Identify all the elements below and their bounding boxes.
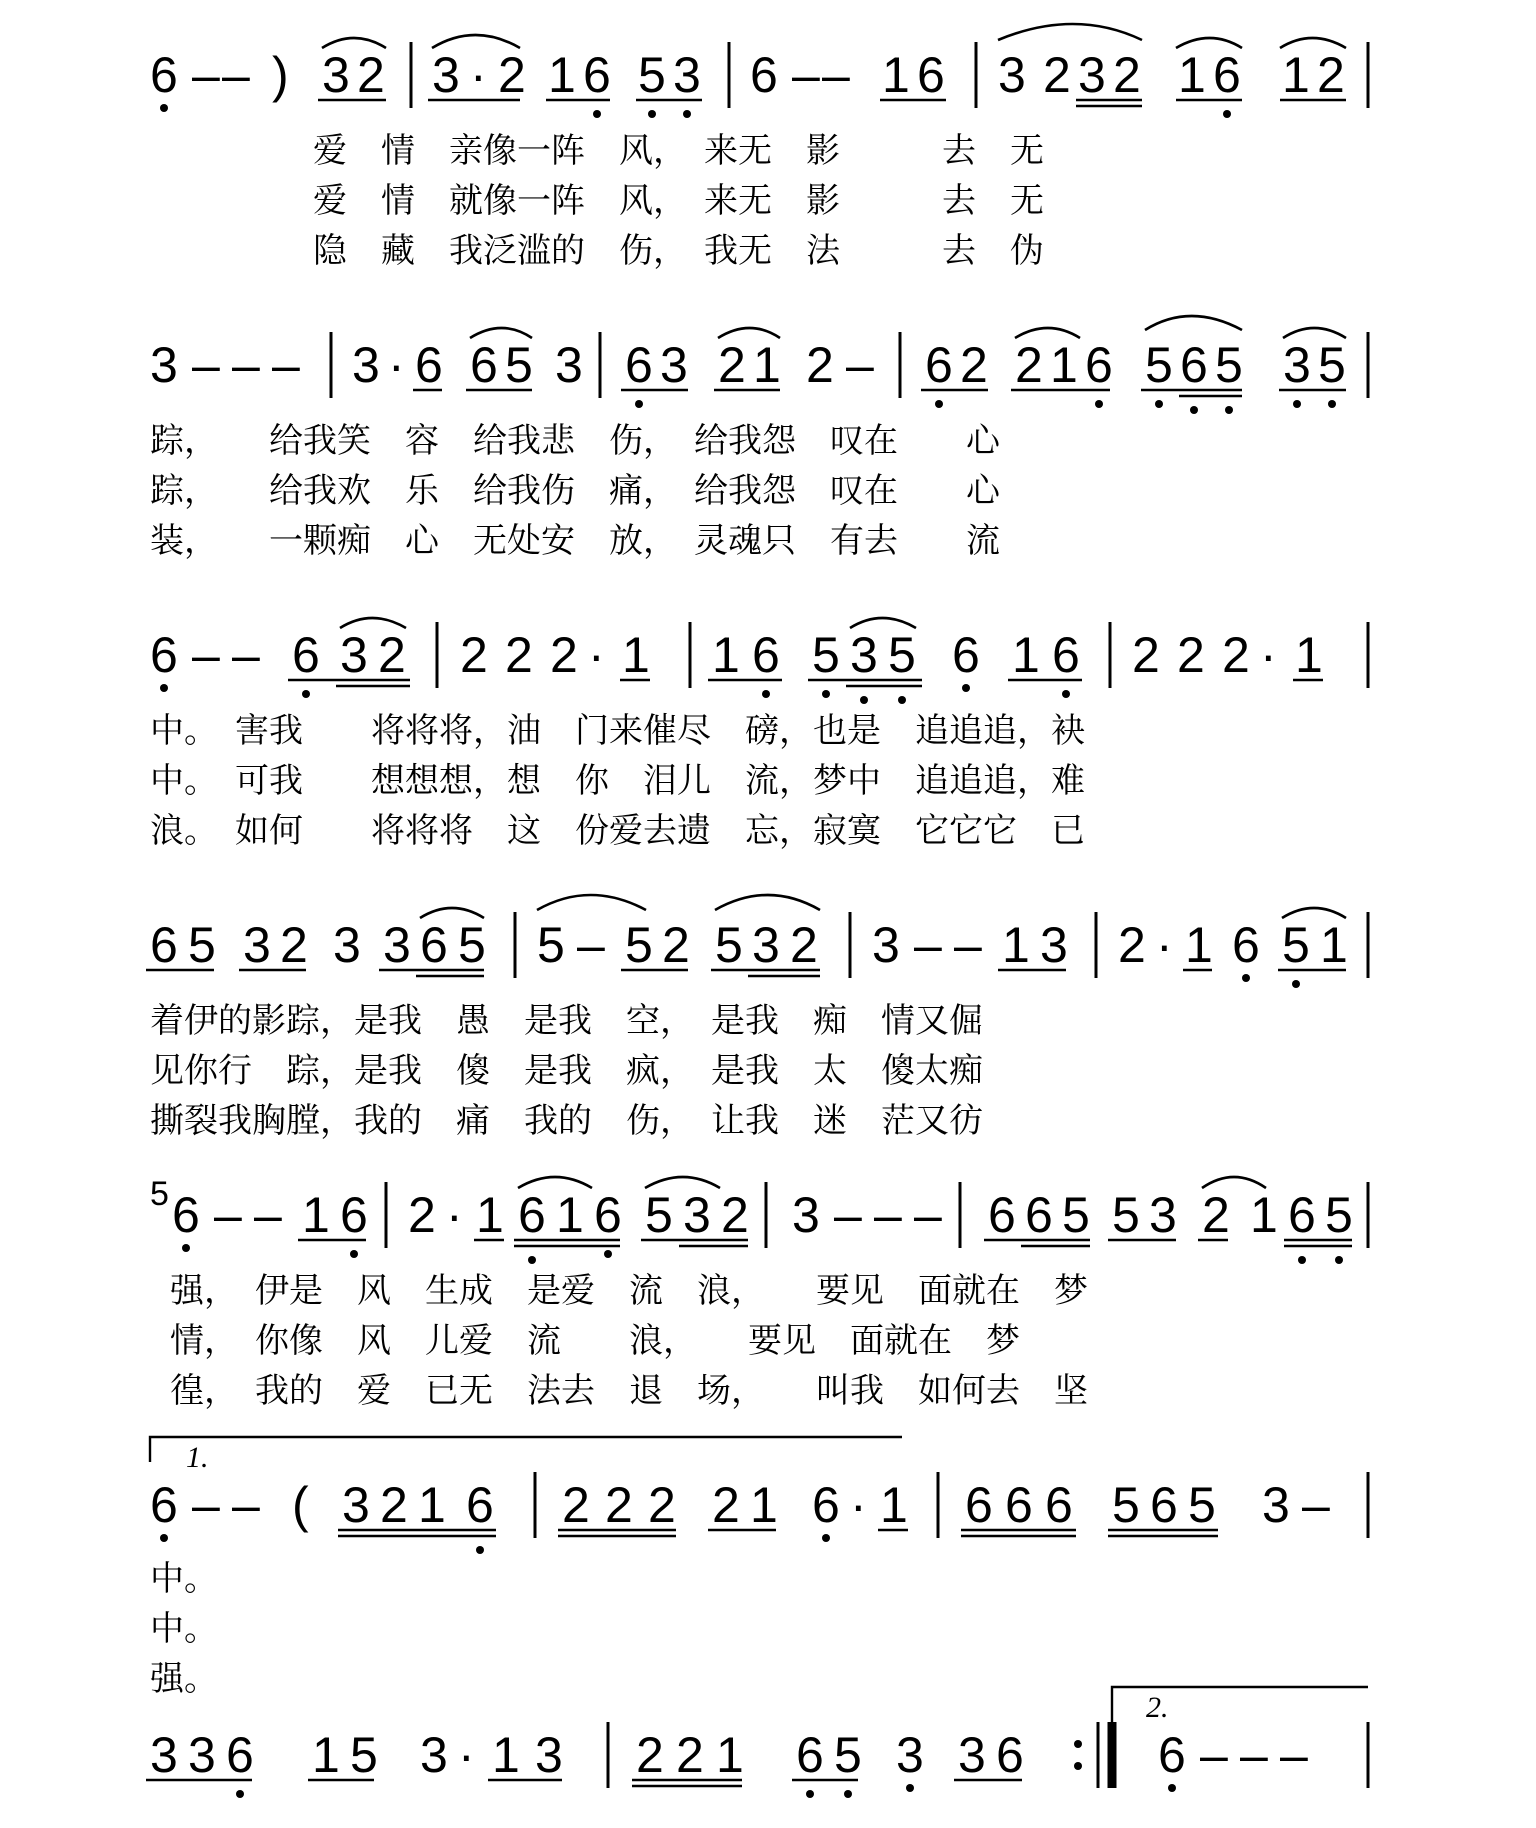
lyric-line: 徨， 我的 爱 已无 法去 退 场， 叫我 如何去 坚 bbox=[170, 1371, 1088, 1411]
lyric-line: 隐 藏 我泛滥的 伤， 我无 法 去 伪 bbox=[313, 231, 1044, 271]
svg-text:6: 6 bbox=[988, 1187, 1016, 1243]
svg-text:3: 3 bbox=[340, 627, 368, 683]
svg-text:6: 6 bbox=[952, 627, 980, 683]
lyric-line: 中。 bbox=[150, 1609, 218, 1649]
svg-text:6: 6 bbox=[1158, 1727, 1186, 1783]
svg-text:5: 5 bbox=[638, 47, 666, 103]
svg-text:6: 6 bbox=[1025, 1187, 1053, 1243]
svg-text:·: · bbox=[850, 1477, 867, 1533]
svg-text:–: – bbox=[232, 1477, 260, 1533]
svg-text:6: 6 bbox=[466, 1477, 494, 1533]
svg-text:3: 3 bbox=[150, 337, 178, 393]
svg-text:2: 2 bbox=[1132, 627, 1160, 683]
svg-text:6: 6 bbox=[470, 337, 498, 393]
svg-text:(: ( bbox=[292, 1477, 309, 1533]
svg-text:1: 1 bbox=[622, 627, 650, 683]
svg-text:6: 6 bbox=[1180, 337, 1208, 393]
svg-text:5: 5 bbox=[645, 1187, 673, 1243]
svg-text:5: 5 bbox=[537, 917, 565, 973]
svg-text:5: 5 bbox=[834, 1727, 862, 1783]
lyric-line: 爱 情 亲像一阵 风， 来无 影 去 无 bbox=[313, 131, 1044, 171]
svg-text:–: – bbox=[232, 337, 260, 393]
svg-text:3: 3 bbox=[342, 1477, 370, 1533]
lyric-line: 强。 bbox=[150, 1659, 218, 1699]
volta-1-label: 1. bbox=[186, 1441, 209, 1474]
svg-text:–: – bbox=[192, 1477, 220, 1533]
lyric-line: 着伊的影踪，是我 愚 是我 空， 是我 痴 情又倔 bbox=[150, 1001, 983, 1041]
svg-text:3: 3 bbox=[383, 917, 411, 973]
svg-text:6: 6 bbox=[226, 1727, 254, 1783]
svg-text:2: 2 bbox=[380, 1477, 408, 1533]
svg-text:2: 2 bbox=[1043, 47, 1071, 103]
svg-text:1: 1 bbox=[882, 47, 910, 103]
svg-text:6: 6 bbox=[1213, 47, 1241, 103]
svg-text:1: 1 bbox=[312, 1727, 340, 1783]
lyric-line: 撕裂我胸膛，我的 痛 我的 伤， 让我 迷 茫又彷 bbox=[150, 1101, 983, 1141]
svg-text:3: 3 bbox=[1078, 47, 1106, 103]
svg-text:3: 3 bbox=[683, 1187, 711, 1243]
svg-text:2: 2 bbox=[806, 337, 834, 393]
svg-text:1: 1 bbox=[1012, 627, 1040, 683]
svg-text:2: 2 bbox=[718, 337, 746, 393]
svg-text:–: – bbox=[272, 337, 300, 393]
svg-text:3: 3 bbox=[660, 337, 688, 393]
svg-text:6: 6 bbox=[292, 627, 320, 683]
svg-text:1: 1 bbox=[716, 1727, 744, 1783]
svg-text:6: 6 bbox=[1232, 917, 1260, 973]
svg-text:3: 3 bbox=[322, 47, 350, 103]
svg-text:5: 5 bbox=[188, 917, 216, 973]
svg-text:–: – bbox=[792, 47, 820, 103]
svg-text:6: 6 bbox=[150, 627, 178, 683]
svg-text:–: – bbox=[222, 47, 250, 103]
svg-text:–: – bbox=[846, 337, 874, 393]
svg-text:1: 1 bbox=[1002, 917, 1030, 973]
svg-text:1: 1 bbox=[302, 1187, 330, 1243]
svg-text:6: 6 bbox=[172, 1187, 200, 1243]
svg-text:·: · bbox=[388, 337, 405, 393]
svg-text:2: 2 bbox=[505, 627, 533, 683]
lyric-line: 中。 害我 将将将，油 门来催尽 磅，也是 追追追，袂 bbox=[150, 711, 1085, 751]
svg-text:3: 3 bbox=[1262, 1477, 1290, 1533]
svg-text:5: 5 bbox=[1062, 1187, 1090, 1243]
svg-text:5: 5 bbox=[1325, 1187, 1353, 1243]
svg-text:–: – bbox=[1240, 1727, 1268, 1783]
svg-text:–: – bbox=[577, 917, 605, 973]
svg-text:3: 3 bbox=[850, 627, 878, 683]
svg-text:3: 3 bbox=[752, 917, 780, 973]
svg-text:6: 6 bbox=[965, 1477, 993, 1533]
svg-text:6: 6 bbox=[150, 1477, 178, 1533]
svg-text:5: 5 bbox=[812, 627, 840, 683]
svg-text:5: 5 bbox=[1145, 337, 1173, 393]
svg-text:2: 2 bbox=[662, 917, 690, 973]
svg-text:3: 3 bbox=[1149, 1187, 1177, 1243]
svg-text:3: 3 bbox=[1040, 917, 1068, 973]
svg-text:·: · bbox=[1156, 917, 1173, 973]
svg-text:6: 6 bbox=[583, 47, 611, 103]
svg-text:5: 5 bbox=[350, 1727, 378, 1783]
svg-text:6: 6 bbox=[996, 1727, 1024, 1783]
svg-text:3: 3 bbox=[896, 1727, 924, 1783]
svg-text:1: 1 bbox=[1320, 917, 1348, 973]
svg-text:5: 5 bbox=[1112, 1477, 1140, 1533]
lyric-line: 踪， 给我笑 容 给我悲 伤， 给我怨 叹在 心 bbox=[150, 421, 1000, 461]
svg-text:3: 3 bbox=[673, 47, 701, 103]
svg-text:6: 6 bbox=[752, 627, 780, 683]
svg-text:6: 6 bbox=[917, 47, 945, 103]
svg-text:3: 3 bbox=[432, 47, 460, 103]
svg-text:6: 6 bbox=[518, 1187, 546, 1243]
svg-text:2: 2 bbox=[408, 1187, 436, 1243]
svg-text:1: 1 bbox=[1178, 47, 1206, 103]
svg-text:3: 3 bbox=[150, 1727, 178, 1783]
svg-text:1: 1 bbox=[1050, 337, 1078, 393]
svg-text:3: 3 bbox=[1283, 337, 1311, 393]
svg-text:–: – bbox=[914, 1187, 942, 1243]
lyric-line: 见你行 踪，是我 傻 是我 疯， 是我 太 傻太痴 bbox=[150, 1051, 983, 1091]
svg-text:2: 2 bbox=[498, 47, 526, 103]
svg-text:3: 3 bbox=[555, 337, 583, 393]
svg-text:6: 6 bbox=[1085, 337, 1113, 393]
svg-text:–: – bbox=[192, 47, 220, 103]
svg-text:1: 1 bbox=[753, 337, 781, 393]
svg-text:6: 6 bbox=[796, 1727, 824, 1783]
svg-text:1: 1 bbox=[750, 1477, 778, 1533]
svg-text:–: – bbox=[822, 47, 850, 103]
svg-text:1: 1 bbox=[712, 627, 740, 683]
svg-text:2: 2 bbox=[648, 1477, 676, 1533]
svg-text:3: 3 bbox=[792, 1187, 820, 1243]
svg-text:·: · bbox=[588, 627, 605, 683]
svg-text:–: – bbox=[192, 627, 220, 683]
svg-text:5: 5 bbox=[625, 917, 653, 973]
svg-text:2: 2 bbox=[790, 917, 818, 973]
svg-text:1: 1 bbox=[492, 1727, 520, 1783]
svg-text:6: 6 bbox=[340, 1187, 368, 1243]
svg-text:–: – bbox=[1280, 1727, 1308, 1783]
svg-text:6: 6 bbox=[625, 337, 653, 393]
svg-text:–: – bbox=[214, 1187, 242, 1243]
svg-text:5: 5 bbox=[1215, 337, 1243, 393]
svg-text:2: 2 bbox=[1202, 1187, 1230, 1243]
svg-text:1: 1 bbox=[476, 1187, 504, 1243]
lyric-line: 情， 你像 风 儿爱 流 浪， 要见 面就在 梦 bbox=[170, 1321, 1020, 1361]
lyric-line: 踪， 给我欢 乐 给我伤 痛， 给我怨 叹在 心 bbox=[150, 471, 1000, 511]
svg-text:3: 3 bbox=[958, 1727, 986, 1783]
svg-text:3: 3 bbox=[998, 47, 1026, 103]
svg-text:–: – bbox=[874, 1187, 902, 1243]
svg-text:6: 6 bbox=[150, 917, 178, 973]
svg-text:3: 3 bbox=[352, 337, 380, 393]
lyric-line: 强， 伊是 风 生成 是爱 流 浪， 要见 面就在 梦 bbox=[170, 1271, 1088, 1311]
svg-text:·: · bbox=[446, 1187, 463, 1243]
svg-text:): ) bbox=[272, 47, 289, 103]
svg-text:2: 2 bbox=[1177, 627, 1205, 683]
svg-text:6: 6 bbox=[415, 337, 443, 393]
svg-text:2: 2 bbox=[357, 47, 385, 103]
svg-text:1: 1 bbox=[418, 1477, 446, 1533]
svg-text:1: 1 bbox=[1185, 917, 1213, 973]
svg-text:–: – bbox=[834, 1187, 862, 1243]
svg-text:–: – bbox=[1302, 1477, 1330, 1533]
svg-text:3: 3 bbox=[872, 917, 900, 973]
svg-text:5: 5 bbox=[715, 917, 743, 973]
volta-2-label: 2. bbox=[1146, 1691, 1169, 1724]
svg-text:2: 2 bbox=[1118, 917, 1146, 973]
svg-text:·: · bbox=[470, 47, 487, 103]
svg-text:2: 2 bbox=[605, 1477, 633, 1533]
svg-text:3: 3 bbox=[420, 1727, 448, 1783]
svg-text:1: 1 bbox=[1282, 47, 1310, 103]
svg-text:6: 6 bbox=[420, 917, 448, 973]
svg-text:2: 2 bbox=[1317, 47, 1345, 103]
svg-text:1: 1 bbox=[880, 1477, 908, 1533]
svg-text:6: 6 bbox=[1005, 1477, 1033, 1533]
svg-text:6: 6 bbox=[1045, 1477, 1073, 1533]
svg-text:5: 5 bbox=[888, 627, 916, 683]
svg-text:2: 2 bbox=[636, 1727, 664, 1783]
svg-text:6: 6 bbox=[750, 47, 778, 103]
svg-text:2: 2 bbox=[1015, 337, 1043, 393]
grace-note-five: 5 bbox=[150, 1175, 169, 1213]
svg-text:6: 6 bbox=[1288, 1187, 1316, 1243]
lyric-line: 装， 一颗痴 心 无处安 放， 灵魂只 有去 流 bbox=[150, 521, 1000, 561]
svg-text:–: – bbox=[1200, 1727, 1228, 1783]
svg-text:1: 1 bbox=[1250, 1187, 1278, 1243]
svg-text:2: 2 bbox=[378, 627, 406, 683]
svg-text:3: 3 bbox=[535, 1727, 563, 1783]
svg-text:6: 6 bbox=[594, 1187, 622, 1243]
lyric-line: 中。 可我 想想想，想 你 泪儿 流，梦中 追追追，难 bbox=[150, 761, 1085, 801]
svg-text:5: 5 bbox=[1188, 1477, 1216, 1533]
svg-text:6: 6 bbox=[1150, 1477, 1178, 1533]
svg-text:2: 2 bbox=[1222, 627, 1250, 683]
svg-text:–: – bbox=[954, 917, 982, 973]
svg-text:2: 2 bbox=[562, 1477, 590, 1533]
svg-text:6: 6 bbox=[1052, 627, 1080, 683]
svg-text:·: · bbox=[458, 1727, 475, 1783]
svg-text:3: 3 bbox=[243, 917, 271, 973]
svg-text:–: – bbox=[254, 1187, 282, 1243]
svg-text:2: 2 bbox=[960, 337, 988, 393]
svg-text:2: 2 bbox=[550, 627, 578, 683]
svg-text:5: 5 bbox=[458, 917, 486, 973]
svg-text:3: 3 bbox=[188, 1727, 216, 1783]
svg-text:–: – bbox=[232, 627, 260, 683]
svg-text:2: 2 bbox=[460, 627, 488, 683]
lyric-line: 爱 情 就像一阵 风， 来无 影 去 无 bbox=[313, 181, 1044, 221]
svg-text:2: 2 bbox=[1113, 47, 1141, 103]
lyric-line: 浪。 如何 将将将 这 份爱去遗 忘，寂寞 它它它 已 bbox=[150, 811, 1085, 851]
svg-text:2: 2 bbox=[721, 1187, 749, 1243]
svg-text:–: – bbox=[192, 337, 220, 393]
svg-text:·: · bbox=[1260, 627, 1277, 683]
svg-text:5: 5 bbox=[505, 337, 533, 393]
svg-text:5: 5 bbox=[1318, 337, 1346, 393]
svg-text:6: 6 bbox=[812, 1477, 840, 1533]
svg-text:5: 5 bbox=[1112, 1187, 1140, 1243]
svg-text:2: 2 bbox=[280, 917, 308, 973]
svg-text:2: 2 bbox=[676, 1727, 704, 1783]
svg-text:6: 6 bbox=[925, 337, 953, 393]
svg-text:3: 3 bbox=[333, 917, 361, 973]
svg-text:2: 2 bbox=[712, 1477, 740, 1533]
svg-text:6: 6 bbox=[150, 47, 178, 103]
svg-text:1: 1 bbox=[1295, 627, 1323, 683]
svg-text:5: 5 bbox=[1282, 917, 1310, 973]
lyric-line: 中。 bbox=[150, 1559, 218, 1599]
svg-text:–: – bbox=[914, 917, 942, 973]
svg-text:1: 1 bbox=[548, 47, 576, 103]
svg-text:1: 1 bbox=[556, 1187, 584, 1243]
